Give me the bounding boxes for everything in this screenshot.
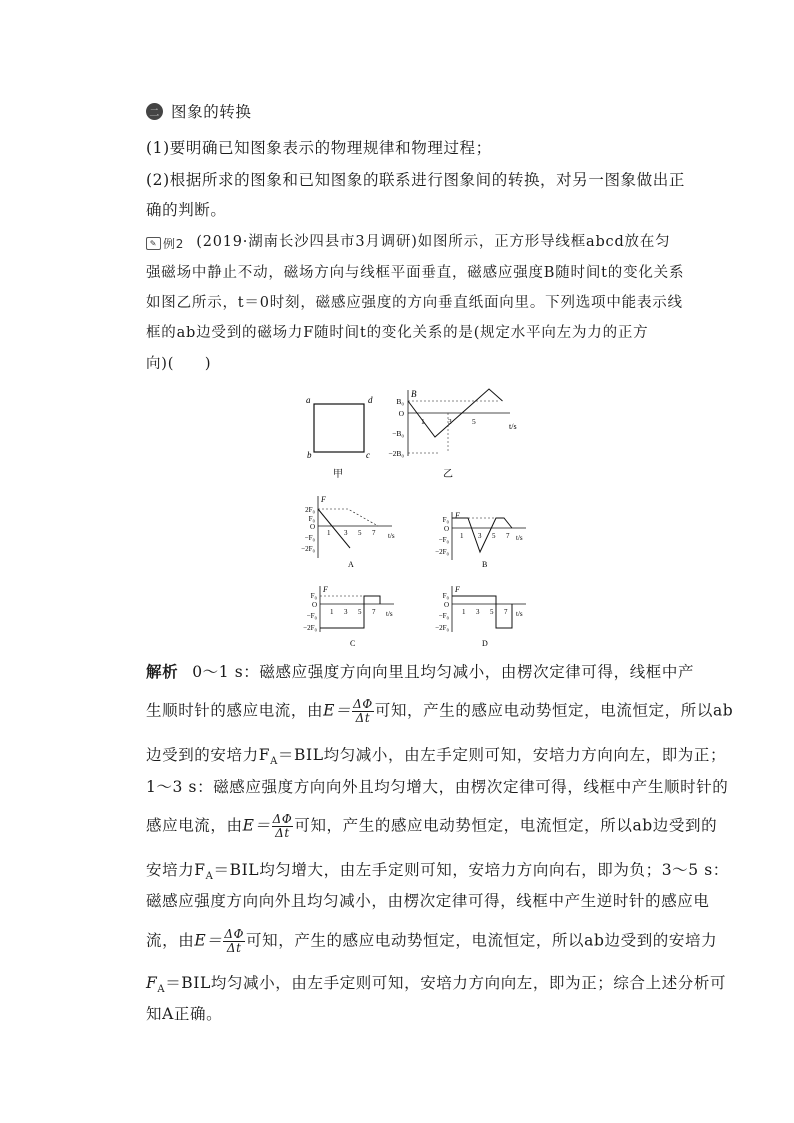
c-axis-y: F xyxy=(323,585,328,594)
fraction-1-num: ΔΦ xyxy=(353,697,373,711)
corner-b: b xyxy=(307,450,312,460)
example-line-4: 框的ab边受到的磁场力F随时间t的变化关系的是(规定水平向左为力的正方 xyxy=(146,325,649,341)
solution-line-4: 1～3 s：磁感应强度方向向外且均匀增大，由楞次定律可得，线框中产生顺时针的 xyxy=(146,778,729,796)
b-tick-neg-f0: −F₀ xyxy=(438,536,449,544)
b-tick-neg-2f0: −2F₀ xyxy=(435,548,449,556)
solution-line-1 xyxy=(146,660,694,682)
eq-e-3: E＝ xyxy=(194,931,223,950)
example-line-5: 向)( ) xyxy=(146,356,212,372)
a-tick-5: 5 xyxy=(358,529,362,537)
b-tick-5: 5 xyxy=(492,532,496,540)
a-tick-2f0: 2F₀ xyxy=(305,506,315,514)
subscript-a-3: A xyxy=(157,984,166,996)
c-tick-7: 7 xyxy=(372,608,376,616)
d-series-line xyxy=(452,596,512,628)
solution-text-3e: ＝BIL均匀减小，由左手定则可知，安培力方向向左，即为正；综合上述分析可 xyxy=(165,974,727,992)
a-tick-1: 1 xyxy=(327,529,331,537)
figure-group xyxy=(290,388,530,653)
yi-tick-o: O xyxy=(398,409,404,418)
d-tick-1: 1 xyxy=(462,608,466,616)
section-badge: 二 xyxy=(146,103,163,120)
fraction-3 xyxy=(223,928,245,955)
section-heading xyxy=(146,100,252,122)
b-tick-o: O xyxy=(443,525,449,533)
c-tick-f0: F₀ xyxy=(310,592,317,600)
caption-c: C xyxy=(350,639,356,648)
figure-jia xyxy=(306,395,373,480)
solution-text-3c: 可知，产生的感应电动势恒定，电流恒定，所以ab边受到的安培力 xyxy=(246,931,718,950)
a-tick-o: O xyxy=(309,523,315,531)
d-axis-y: F xyxy=(455,585,460,594)
fraction-2-num: ΔΦ xyxy=(272,812,293,826)
d-tick-neg-f0: −F₀ xyxy=(438,612,449,620)
option-a-graph xyxy=(301,495,395,569)
coil-square xyxy=(314,404,364,452)
solution-text-3d: F xyxy=(146,974,158,992)
caption-yi: 乙 xyxy=(443,469,453,480)
c-series-line xyxy=(320,596,380,628)
subscript-a-2: A xyxy=(205,871,214,883)
d-tick-5: 5 xyxy=(490,608,494,616)
solution-text-1b: 生顺时针的感应电流，由 xyxy=(146,701,324,720)
c-tick-1: 1 xyxy=(330,608,334,616)
rule-2b: 确的判断。 xyxy=(146,201,227,219)
solution-line-3 xyxy=(146,743,726,767)
fraction-1 xyxy=(352,698,374,725)
a-tick-3: 3 xyxy=(344,529,348,537)
example-icon: ✎ xyxy=(146,237,161,250)
yi-tick-1: 1 xyxy=(421,417,425,426)
d-tick-o: O xyxy=(443,601,449,609)
example-label xyxy=(146,235,184,252)
example-label-text: 例2 xyxy=(163,237,185,251)
example-line-3: 如图乙所示，t＝0时刻，磁感应强度的方向垂直纸面向里。下列选项中能表示线 xyxy=(146,295,683,311)
option-d-graph xyxy=(435,585,526,648)
b-tick-f0: F₀ xyxy=(442,516,449,524)
yi-tick-b0: B₀ xyxy=(396,397,404,406)
solution-text-1d: 边受到的安培力F xyxy=(146,746,271,764)
a-tick-neg-2f0: −2F₀ xyxy=(301,545,315,553)
rule-1: (1)要明确已知图象表示的物理规律和物理过程； xyxy=(146,139,492,157)
c-tick-3: 3 xyxy=(344,608,348,616)
caption-d: D xyxy=(482,639,488,648)
solution-text-1a: 0～1 s：磁感应强度方向向里且均匀减小，由楞次定律可得，线框中产 xyxy=(192,663,695,681)
a-axis-x: t/s xyxy=(388,532,395,540)
corner-c: c xyxy=(366,450,370,460)
solution-text-1c: 可知，产生的感应电动势恒定，电流恒定，所以ab xyxy=(374,701,734,720)
solution-text-2d: 安培力F xyxy=(146,861,206,879)
option-c-graph xyxy=(303,585,394,648)
solution-line-5 xyxy=(146,813,717,840)
yi-axis-x-label: t/s xyxy=(509,422,517,431)
solution-line-9 xyxy=(146,971,726,995)
caption-b: B xyxy=(482,560,488,569)
b-axis-x: t/s xyxy=(516,534,523,542)
c-tick-neg-2f0: −2F₀ xyxy=(303,624,317,632)
solution-line-2 xyxy=(146,698,733,725)
c-tick-5: 5 xyxy=(358,608,362,616)
corner-a: a xyxy=(306,395,311,405)
solution-line-7: 磁感应强度方向向外且均匀减小，由楞次定律可得，线框中产生逆时针的感应电 xyxy=(146,892,710,910)
yi-axis-y-label: B xyxy=(411,389,417,399)
yi-tick-neg-2b0: −2B₀ xyxy=(388,449,404,458)
fraction-1-den: Δt xyxy=(355,711,371,725)
d-tick-3: 3 xyxy=(476,608,480,616)
solution-text-2b: 感应电流，由 xyxy=(146,816,243,835)
corner-d: d xyxy=(368,395,373,405)
example-text-1: (2019·湖南长沙四县市3月调研)如图所示，正方形导线框abcd放在匀 xyxy=(196,234,671,250)
d-axis-x: t/s xyxy=(516,610,523,618)
solution-label: 解析 xyxy=(146,662,179,681)
eq-e-2: E＝ xyxy=(242,816,271,835)
a-tick-neg-f0: −F₀ xyxy=(304,534,315,542)
solution-text-2c: 可知，产生的感应电动势恒定，电流恒定，所以ab边受到的 xyxy=(294,816,718,835)
a-axis-y: F xyxy=(321,495,326,504)
solution-line-10: 知A正确。 xyxy=(146,1005,223,1023)
b-axis-y: F xyxy=(455,511,460,520)
yi-tick-5: 5 xyxy=(472,417,476,426)
a-tick-f0: F₀ xyxy=(308,515,315,523)
solution-line-8 xyxy=(146,928,717,955)
d-tick-7: 7 xyxy=(504,608,508,616)
fraction-2 xyxy=(272,813,294,840)
caption-jia: 甲 xyxy=(333,469,343,480)
example-line-1 xyxy=(146,230,670,252)
c-tick-o: O xyxy=(311,601,317,609)
yi-tick-neg-b0: −B₀ xyxy=(392,429,404,438)
solution-text-3b: 流，由 xyxy=(146,931,195,950)
option-b-graph xyxy=(435,511,526,569)
d-tick-f0: F₀ xyxy=(442,592,449,600)
caption-a: A xyxy=(348,560,354,569)
c-tick-neg-f0: −F₀ xyxy=(306,612,317,620)
b-tick-1: 1 xyxy=(460,532,464,540)
example-line-2: 强磁场中静止不动，磁场方向与线框平面垂直，磁感应强度B随时间t的变化关系 xyxy=(146,265,685,281)
yi-tick-3: 3 xyxy=(448,417,452,426)
a-dashed-guide xyxy=(318,509,378,526)
solution-text-2e: ＝BIL均匀增大，由左手定则可知，安培力方向向右，即为负；3～5 s： xyxy=(213,861,729,879)
solution-text-1e: ＝BIL均匀减小，由左手定则可知，安培力方向向左，即为正； xyxy=(277,746,727,764)
subscript-a-1: A xyxy=(270,756,278,768)
section-title: 图象的转换 xyxy=(171,103,252,121)
fraction-2-den: Δt xyxy=(275,826,290,840)
eq-e-1: E＝ xyxy=(323,701,352,720)
d-tick-neg-2f0: −2F₀ xyxy=(435,624,449,632)
fraction-3-num: ΔΦ xyxy=(224,927,245,941)
a-tick-7: 7 xyxy=(372,529,376,537)
solution-line-6 xyxy=(146,858,729,882)
rule-2a: (2)根据所求的图象和已知图象的联系进行图象间的转换，对另一图象做出正 xyxy=(146,171,685,189)
b-tick-3: 3 xyxy=(478,532,482,540)
c-axis-x: t/s xyxy=(386,610,393,618)
b-tick-7: 7 xyxy=(506,532,510,540)
fraction-3-den: Δt xyxy=(226,941,242,955)
figure-yi xyxy=(388,389,516,480)
